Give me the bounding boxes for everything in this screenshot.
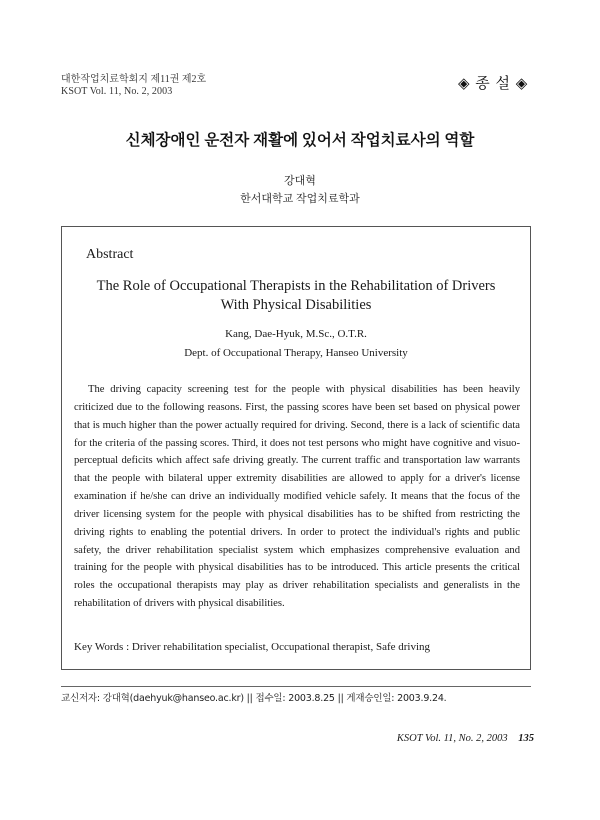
english-title-line-2: With Physical Disabilities	[220, 297, 372, 313]
english-title-line-1: The Role of Occupational Therapists in the Rehabilitation of Drivers	[96, 278, 496, 294]
korean-title: 신체장애인 운전자 재활에 있어서 작업치료사의 역할	[125, 132, 475, 149]
abstract-body: The driving capacity screening test for the people with physical disabilities has been heavily criticized due to the following reasons. First, the passing scores have been set based on physical power that is much higher than the power actually required for driving. Second, there is a lack of scientific data for the criteria of the passing scores. Third, it does not test persons who might have cognitive and visuo-perceptual deficits which affect safe driving greatly. The current traffic and transportation law warrants that the people with bilateral upper extremity disabilities are allowed to apply for a driver's license examination if he/she can drive an individually modified vehicle safely. It means that the focus of the driver licensing system for the people with physical disabilities has to be shifted from restricting the driving rights to enabling the potential drivers. In order to protect the individual's rights and public safety, the driver rehabilitation specialist system which emphasizes comprehensive evaluation and training for the people with physical disabilities has to be introduced. This article presents the critical roles the occupational therapists may play as driver rehabilitation specialists and generalists in the rehabilitation of drivers with physical disabilities.	[74, 384, 520, 610]
keywords-list: Driver rehabilitation specialist, Occupational therapist, Safe driving	[131, 641, 431, 653]
english-affiliation: Dept. of Occupational Therapy, Hanseo University	[184, 347, 408, 359]
running-footer: KSOT Vol. 11, No. 2, 2003	[396, 733, 508, 744]
abstract-heading: Abstract	[86, 247, 134, 262]
keywords	[74, 641, 430, 653]
abstract-box	[61, 226, 531, 670]
correspondence-info: 교신저자: 강대혁(daehyuk@hanseo.ac.kr) || 접수일: 2003.8.25 || 게재승인일: 2003.9.24.	[61, 693, 447, 704]
english-title	[62, 277, 530, 315]
korean-author: 강대혁	[284, 175, 316, 187]
page-info	[397, 733, 534, 744]
journal-citation: KSOT Vol. 11, No. 2, 2003	[61, 86, 173, 97]
journal-name-korean: 대한작업치료학회지 제11권 제2호	[61, 74, 207, 85]
korean-affiliation: 한서대학교 작업치료학과	[240, 193, 360, 205]
section-tag: ◈ 종 설 ◈	[458, 76, 529, 92]
footer-divider	[61, 686, 531, 687]
page-number: 135	[518, 733, 534, 744]
english-author: Kang, Dae-Hyuk, M.Sc., O.T.R.	[225, 328, 367, 340]
keywords-label: Key Words :	[74, 641, 130, 653]
